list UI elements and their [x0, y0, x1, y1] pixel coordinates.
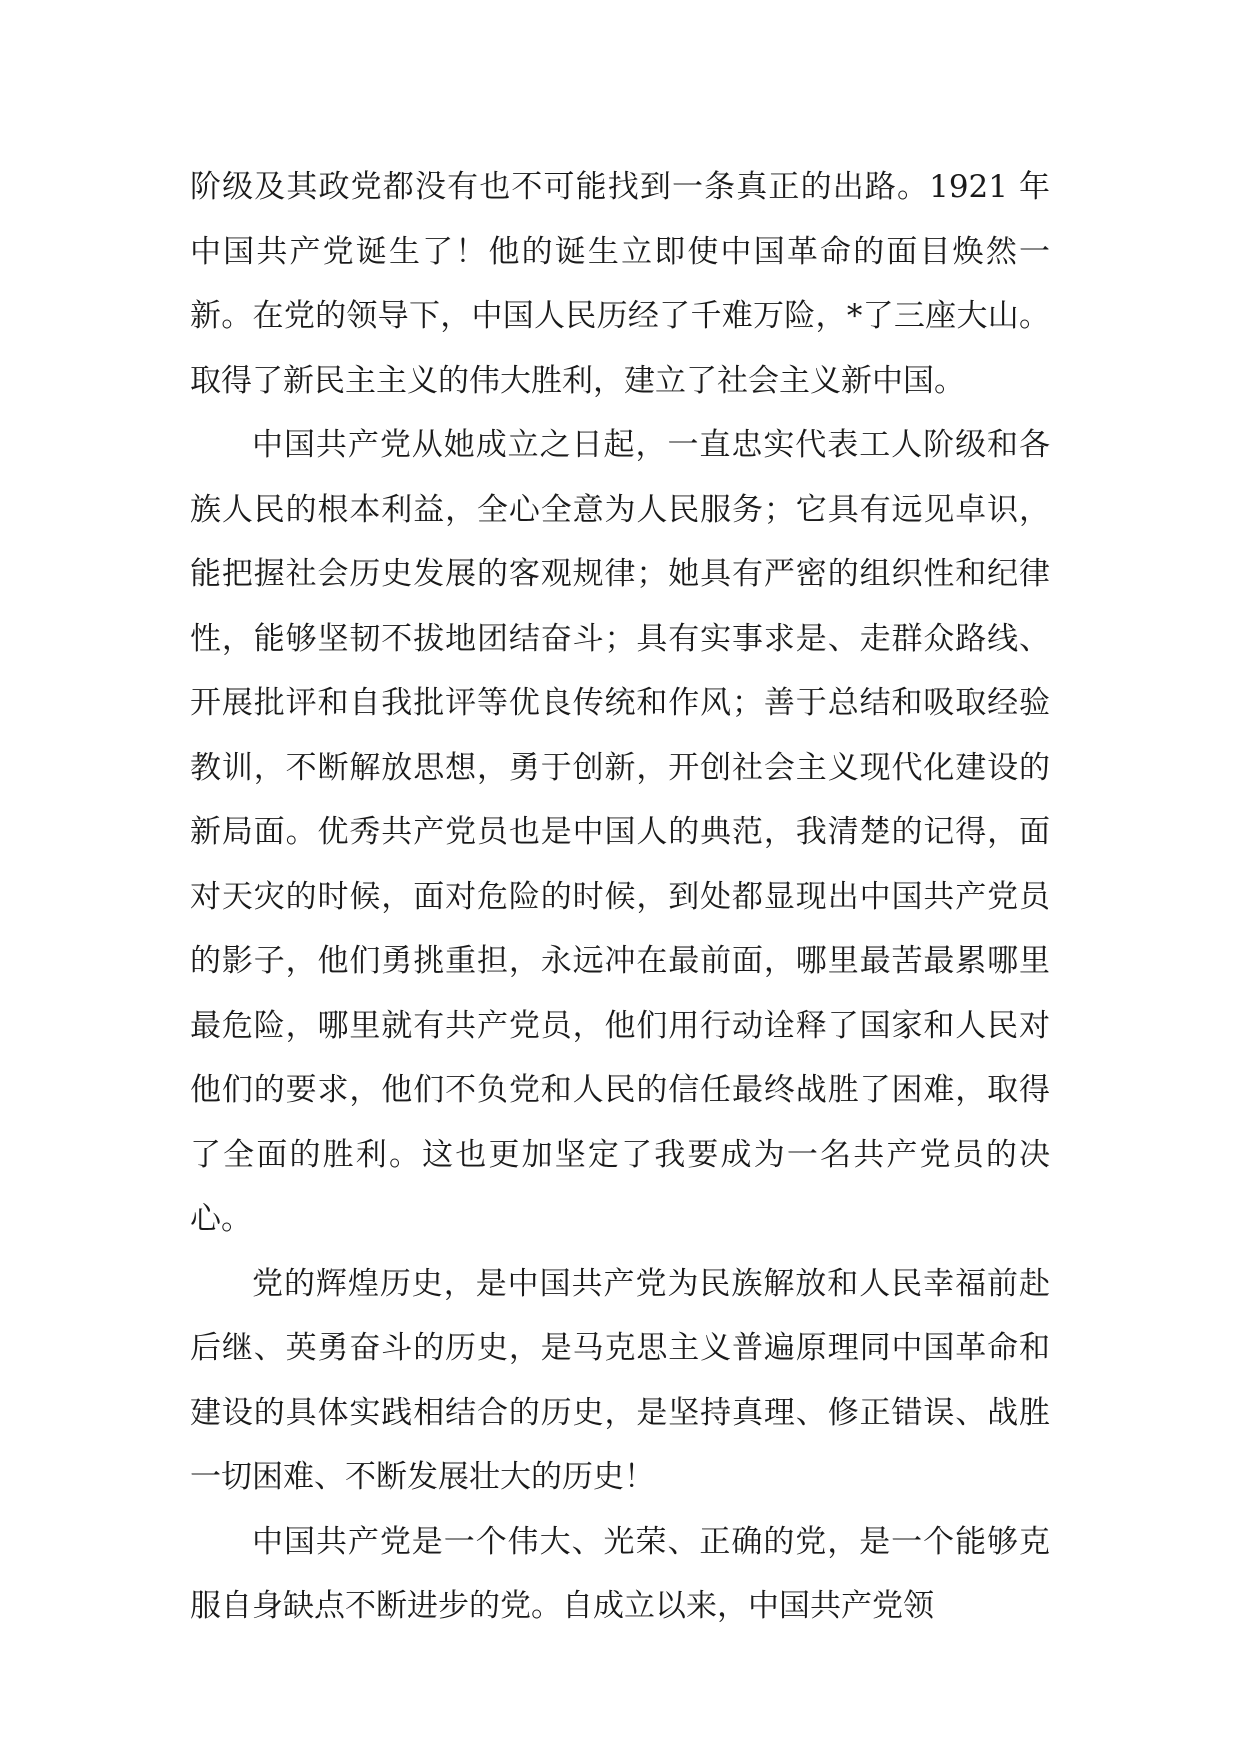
- paragraph-3: 党的辉煌历史，是中国共产党为民族解放和人民幸福前赴后继、英勇奋斗的历史，是马克思主义普遍原理同中国革命和建设的具体实践相结合的历史，是坚持真理、修正错误、战胜一切困难、不断发展壮大的历史！: [190, 1265, 1050, 1495]
- paragraph-2: 中国共产党从她成立之日起，一直忠实代表工人阶级和各族人民的根本利益，全心全意为人民服务；它具有远见卓识，能把握社会历史发展的客观规律；她具有严密的组织性和纪律性，能够坚韧不拔地团结奋斗；具有实事求是、走群众路线、开展批评和自我批评等优良传统和作风；善于总结和吸取经验教训，不断解放思想，勇于创新，开创社会主义现代化建设的新局面。优秀共产党员也是中国人的典范，我清楚的记得，面对天灾的时候，面对危险的时候，到处都显现出中国共产党员的影子，他们勇挑重担，永远冲在最前面，哪里最苦最累哪里最危险，哪里就有共产党员，他们用行动诠释了国家和人民对他们的要求，他们不负党和人民的信任最终战胜了困难，取得了全面的胜利。这也更加坚定了我要成为一名共产党员的决心。: [190, 427, 1050, 1237]
- paragraph-1: 阶级及其政党都没有也不可能找到一条真正的出路。1921 年中国共产党诞生了！他的诞生立即使中国革命的面目焕然一新。在党的领导下，中国人民历经了千难万险，*了三座大山。取得了新民主主义的伟大胜利，建立了社会主义新中国。: [190, 169, 1050, 399]
- body-text: [190, 155, 1050, 1639]
- paragraph-4: 中国共产党是一个伟大、光荣、正确的党，是一个能够克服自身缺点不断进步的党。自成立以来，中国共产党领: [190, 1523, 1050, 1624]
